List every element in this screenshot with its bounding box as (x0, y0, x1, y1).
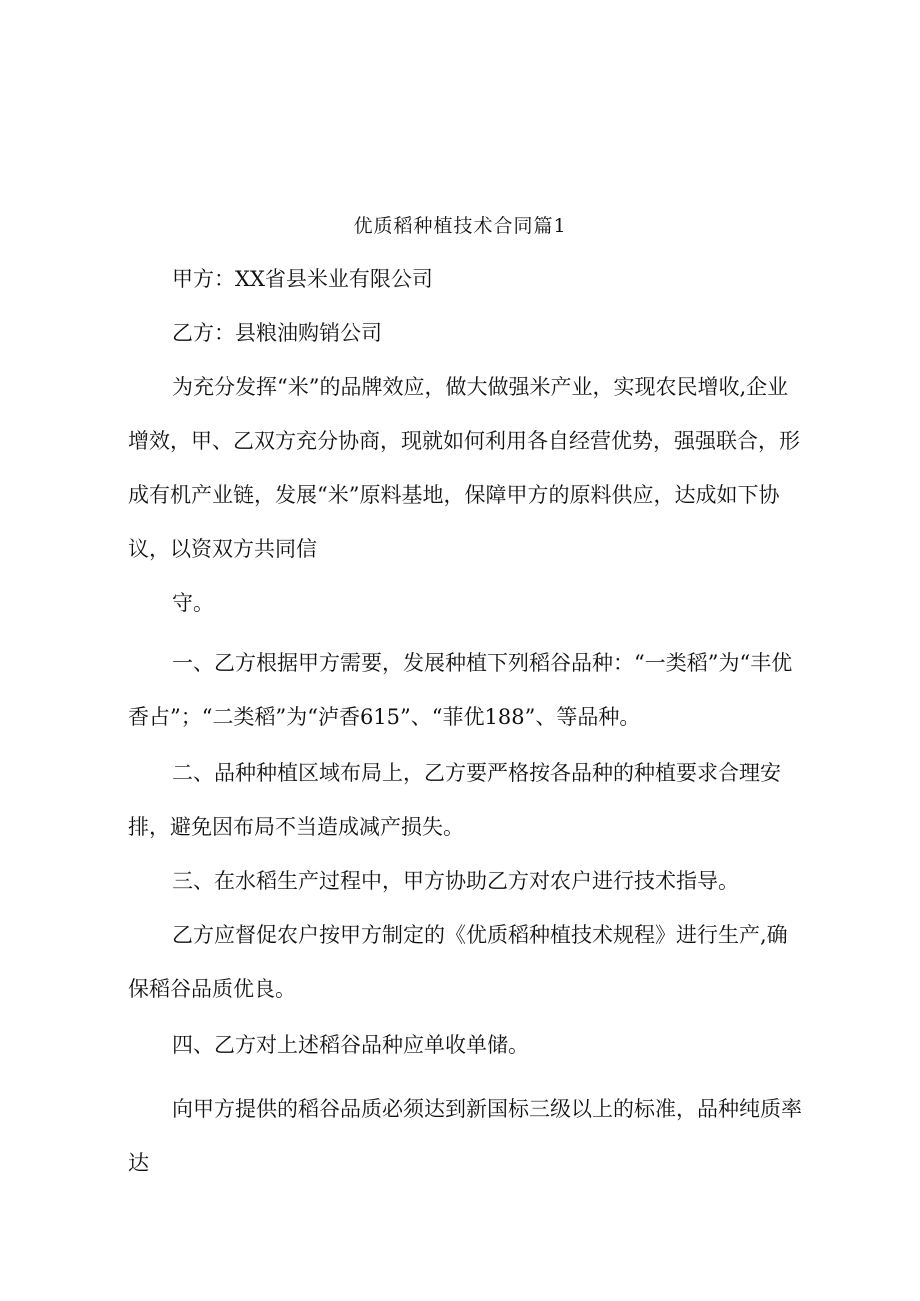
clause-4-paragraph: 四、乙方对上述稻谷品种应单收单储。 (172, 1033, 529, 1057)
clause-1-paragraph: 一、乙方根据甲方需要，发展种植下列稻谷品种：“一类稻”为“丰优香占”；“二类稻”为“泸香615”、“菲优188”、等品种。 (128, 651, 793, 729)
party-a-line: 甲方：XX省县米业有限公司 (172, 267, 433, 291)
clause-3-paragraph: 三、在水稻生产过程中，甲方协助乙方对农户进行技术指导。 (172, 869, 739, 893)
clause-4-detail-paragraph: 向甲方提供的稻谷品质必须达到新国标三级以上的标准，品种纯质率达 (128, 1097, 802, 1175)
party-b-line: 乙方：县粮油购销公司 (172, 321, 382, 345)
clause-3-detail-paragraph: 乙方应督促农户按甲方制定的《优质稻种植技术规程》进行生产,确保稻谷品质优良。 (128, 923, 788, 1001)
intro-paragraph: 为充分发挥“米”的品牌效应，做大做强米产业，实现农民增收,企业增效，甲、乙双方充分协商，现就如何利用各自经营优势，强强联合，形成有机产业链，发展“米”原料基地，保障甲方的原料供应，达成如下协议，以资双方共同信 (128, 375, 800, 561)
document-title: 优质稻种植技术合同篇1 (353, 215, 567, 237)
clause-2-paragraph: 二、品种种植区域布局上，乙方要严格按各品种的种植要求合理安排，避免因布局不当造成减产损失。 (128, 761, 781, 839)
intro-paragraph-end: 守。 (172, 591, 214, 615)
